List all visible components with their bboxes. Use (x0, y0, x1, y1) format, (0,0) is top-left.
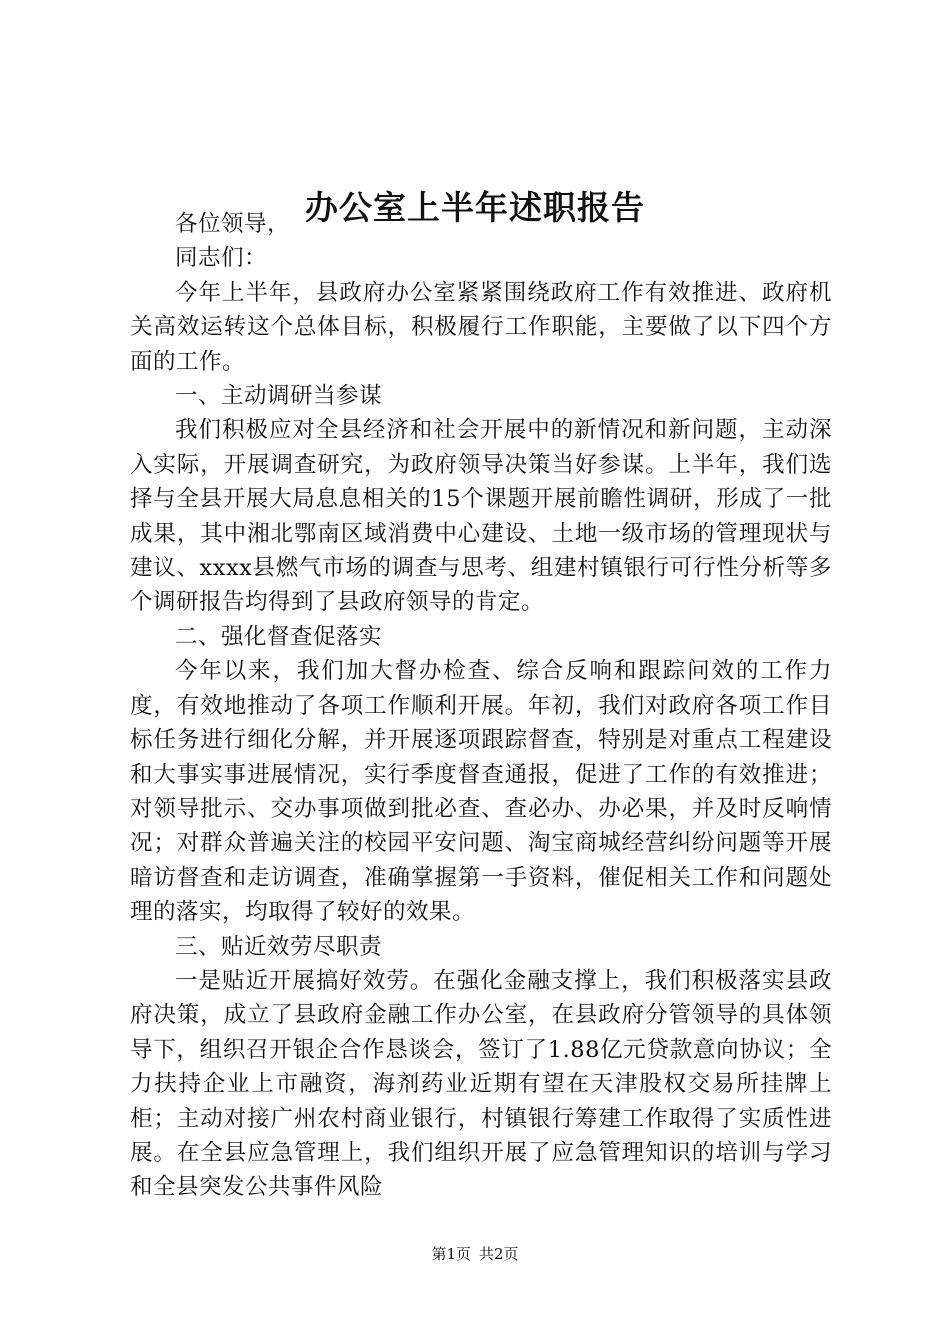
intro-paragraph: 今年上半年，县政府办公室紧紧围绕政府工作有效推进、政府机关高效运转这个总体目标，积极履行工作职能，主要做了以下四个方面的工作。 (130, 279, 832, 375)
section-2-paragraph: 今年以来，我们加大督办检查、综合反响和跟踪问效的工作力度，有效地推动了各项工作顺利开展。年初，我们对政府各项工作目标任务进行细化分解，并开展逐项跟踪督查，特别是对重点工程建设和大事实事进展情况，实行季度督查通报，促进了工作的有效推进；对领导批示、交办事项做到批必查、查必办、办必果，并及时反响情况；对群众普遍关注的校园平安问题、淘宝商城经营纠纷问题等开展暗访督查和走访调查，准确掌握第一手资料，催促相关工作和问题处理的落实，均取得了较好的效果。 (130, 658, 832, 926)
section-heading-3: 三、贴近效劳尽职责 (175, 933, 383, 960)
page-title: 办公室上半年述职报告 (305, 188, 645, 227)
page-footer (0, 1244, 950, 1264)
page-number: 第1页 (431, 1245, 471, 1263)
section-heading-1: 一、主动调研当参谋 (175, 383, 383, 410)
salutation-comrades: 同志们： (175, 245, 268, 272)
page-total: 共2页 (479, 1245, 519, 1263)
section-3-paragraph: 一是贴近开展搞好效劳。在强化金融支撑上，我们积极落实县政府决策，成立了县政府金融工作办公室，在县政府分管领导的具体领导下，组织召开银企合作恳谈会，签订了1.88亿元贷款意向协议；全力扶持企业上市融资，海剂药业近期有望在天津股权交易所挂牌上柜；主动对接广州农村商业银行，村镇银行筹建工作取得了实质性进展。在全县应急管理上，我们组织开展了应急管理知识的培训与学习和全县突发公共事件风险 (130, 967, 832, 1201)
salutation-leaders: 各位领导， (175, 211, 291, 237)
section-1-paragraph: 我们积极应对全县经济和社会开展中的新情况和新问题，主动深入实际，开展调查研究，为政府领导决策当好参谋。上半年，我们选择与全县开展大局息息相关的15个课题开展前瞻性调研，形成了一批成果，其中湘北鄂南区域消费中心建设、土地一级市场的管理现状与建议、xxxx县燃气市场的调查与思考、组建村镇银行可行性分析等多个调研报告均得到了县政府领导的肯定。 (130, 417, 832, 616)
document-body (130, 207, 832, 1205)
section-heading-2: 二、强化督查促落实 (175, 623, 383, 650)
